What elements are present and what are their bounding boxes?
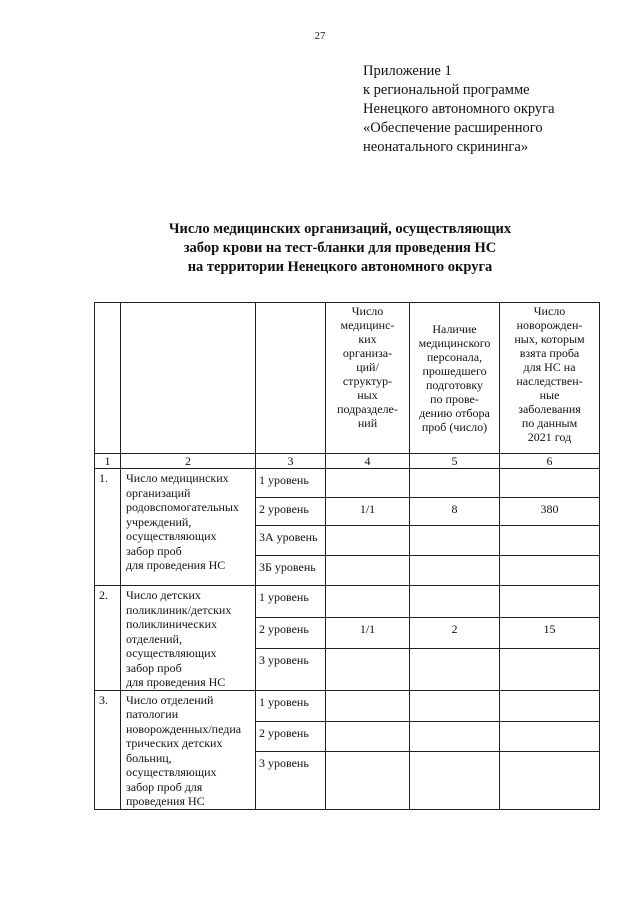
org-count-cell bbox=[326, 649, 410, 690]
level-cell: 3 уровень bbox=[256, 752, 326, 809]
org-count-cell: 1/1 bbox=[326, 617, 410, 649]
level-cell: 3 уровень bbox=[256, 649, 326, 690]
org-count-cell bbox=[326, 721, 410, 751]
description-line: Число медицинских bbox=[126, 471, 229, 485]
header-cell-1 bbox=[95, 303, 121, 454]
description-line: осуществляющих bbox=[126, 529, 217, 543]
description-line: осуществляющих bbox=[126, 765, 217, 779]
header-cell-6 bbox=[500, 303, 600, 454]
org-count-cell bbox=[326, 586, 410, 618]
column-number: 3 bbox=[256, 454, 326, 469]
appendix-line: Приложение 1 bbox=[363, 63, 452, 79]
header-text: медицинс- bbox=[340, 318, 395, 332]
org-count-cell bbox=[326, 690, 410, 721]
header-text: 2021 год bbox=[527, 430, 572, 444]
staff-count-cell bbox=[410, 556, 500, 586]
description-line: для проведения НС bbox=[126, 675, 226, 689]
header-text: Число bbox=[533, 304, 566, 318]
level-cell: 3Б уровень bbox=[256, 556, 326, 586]
header-text: структур- bbox=[342, 374, 393, 388]
org-count-cell bbox=[326, 526, 410, 556]
title-line: на территории Ненецкого автономного округа bbox=[187, 259, 493, 275]
description-line: проведения НС bbox=[126, 794, 205, 808]
title-line: Число медицинских организаций, осуществляющих bbox=[168, 221, 512, 237]
newborn-count-cell bbox=[500, 721, 600, 751]
column-number: 2 bbox=[121, 454, 256, 469]
newborn-count-cell bbox=[500, 586, 600, 618]
header-text: ких bbox=[358, 332, 377, 346]
appendix-line: неонатального скрининга» bbox=[363, 139, 529, 155]
level-cell: 1 уровень bbox=[256, 469, 326, 498]
header-text: прошедшего bbox=[422, 364, 487, 378]
header-text: по данным bbox=[521, 416, 578, 430]
header-text: Наличие bbox=[432, 322, 477, 336]
header-text: медицинского bbox=[418, 336, 491, 350]
staff-count-cell bbox=[410, 469, 500, 498]
column-number: 4 bbox=[326, 454, 410, 469]
description-line: Число отделений bbox=[126, 692, 214, 707]
appendix-note bbox=[363, 62, 555, 157]
description-line: новорожденных/педиа bbox=[126, 721, 242, 736]
level-cell: 1 уровень bbox=[256, 690, 326, 721]
header-text: новорожден- bbox=[516, 318, 583, 332]
header-text: подготовку bbox=[425, 378, 484, 392]
column-number: 5 bbox=[410, 454, 500, 469]
appendix-line: к региональной программе bbox=[363, 82, 530, 98]
description-line: отделений, bbox=[126, 631, 182, 646]
staff-count-cell bbox=[410, 649, 500, 690]
table-row bbox=[95, 469, 600, 498]
newborn-count-cell bbox=[500, 526, 600, 556]
level-cell: 2 уровень bbox=[256, 721, 326, 751]
header-text: дению отбора bbox=[419, 406, 490, 420]
staff-count-cell bbox=[410, 721, 500, 751]
title-line: забор крови на тест-бланки для проведения НС bbox=[183, 240, 497, 256]
header-text: по прове- bbox=[430, 392, 479, 406]
newborn-count-cell bbox=[500, 690, 600, 721]
description-line: забор проб для bbox=[126, 779, 203, 794]
page-number: 27 bbox=[314, 30, 326, 42]
header-text: заболевания bbox=[518, 402, 581, 416]
header-text: ний bbox=[357, 416, 378, 430]
newborn-count-cell: 15 bbox=[500, 617, 600, 649]
org-count-cell: 1/1 bbox=[326, 498, 410, 526]
newborn-count-cell bbox=[500, 752, 600, 809]
header-text: персонала, bbox=[426, 350, 483, 364]
column-number: 6 bbox=[500, 454, 600, 469]
header-text: организа- bbox=[342, 346, 393, 360]
table-row bbox=[95, 690, 600, 721]
row-number: 1. bbox=[95, 469, 121, 586]
row-description bbox=[121, 586, 256, 691]
header-text: ные bbox=[539, 388, 560, 402]
org-count-cell bbox=[326, 752, 410, 809]
newborn-count-cell bbox=[500, 469, 600, 498]
organizations-table bbox=[94, 302, 600, 810]
appendix-line: Ненецкого автономного округа bbox=[363, 101, 555, 117]
header-text: подразделе- bbox=[337, 402, 398, 416]
header-text: ных, которым bbox=[514, 332, 585, 346]
level-cell: 3А уровень bbox=[256, 526, 326, 556]
description-line: для проведения НС bbox=[126, 558, 226, 572]
column-number: 1 bbox=[95, 454, 121, 469]
header-cell-3 bbox=[256, 303, 326, 454]
staff-count-cell bbox=[410, 690, 500, 721]
description-line: осуществляющих bbox=[126, 646, 217, 660]
staff-count-cell bbox=[410, 752, 500, 809]
description-line: больниц, bbox=[126, 750, 172, 765]
row-description bbox=[121, 690, 256, 809]
header-cell-2 bbox=[121, 303, 256, 454]
row-number: 3. bbox=[95, 690, 121, 809]
header-text: Число bbox=[351, 304, 384, 318]
description-line: патологии bbox=[126, 707, 179, 721]
header-text: проб (число) bbox=[421, 420, 488, 434]
description-line: поликлиник/детских bbox=[126, 602, 232, 617]
org-count-cell bbox=[326, 469, 410, 498]
level-cell: 2 уровень bbox=[256, 498, 326, 526]
staff-count-cell bbox=[410, 586, 500, 618]
header-text: наследствен- bbox=[516, 374, 583, 388]
description-line: забор проб bbox=[126, 543, 182, 558]
header-row bbox=[95, 303, 600, 454]
description-line: учреждений, bbox=[126, 514, 192, 529]
appendix-line: «Обеспечение расширенного bbox=[363, 120, 543, 136]
header-text: взята проба bbox=[519, 346, 580, 360]
description-line: родовспомогательных bbox=[126, 500, 239, 514]
newborn-count-cell: 380 bbox=[500, 498, 600, 526]
level-cell: 1 уровень bbox=[256, 586, 326, 618]
header-text: ных bbox=[357, 388, 378, 402]
column-number-row bbox=[95, 454, 600, 469]
description-line: Число детских bbox=[126, 588, 201, 602]
header-text: для НС на bbox=[523, 360, 576, 374]
header-text: ций/ bbox=[356, 360, 379, 374]
org-count-cell bbox=[326, 556, 410, 586]
staff-count-cell: 8 bbox=[410, 498, 500, 526]
header-cell-5 bbox=[410, 303, 500, 454]
newborn-count-cell bbox=[500, 556, 600, 586]
document-title bbox=[0, 220, 640, 277]
description-line: трических детских bbox=[126, 736, 223, 750]
table-row bbox=[95, 586, 600, 618]
description-line: организаций bbox=[126, 485, 191, 500]
description-line: забор проб bbox=[126, 660, 182, 675]
staff-count-cell: 2 bbox=[410, 617, 500, 649]
newborn-count-cell bbox=[500, 649, 600, 690]
row-description bbox=[121, 469, 256, 586]
header-cell-4 bbox=[326, 303, 410, 454]
description-line: поликлинических bbox=[126, 617, 217, 631]
level-cell: 2 уровень bbox=[256, 617, 326, 649]
row-number: 2. bbox=[95, 586, 121, 691]
staff-count-cell bbox=[410, 526, 500, 556]
